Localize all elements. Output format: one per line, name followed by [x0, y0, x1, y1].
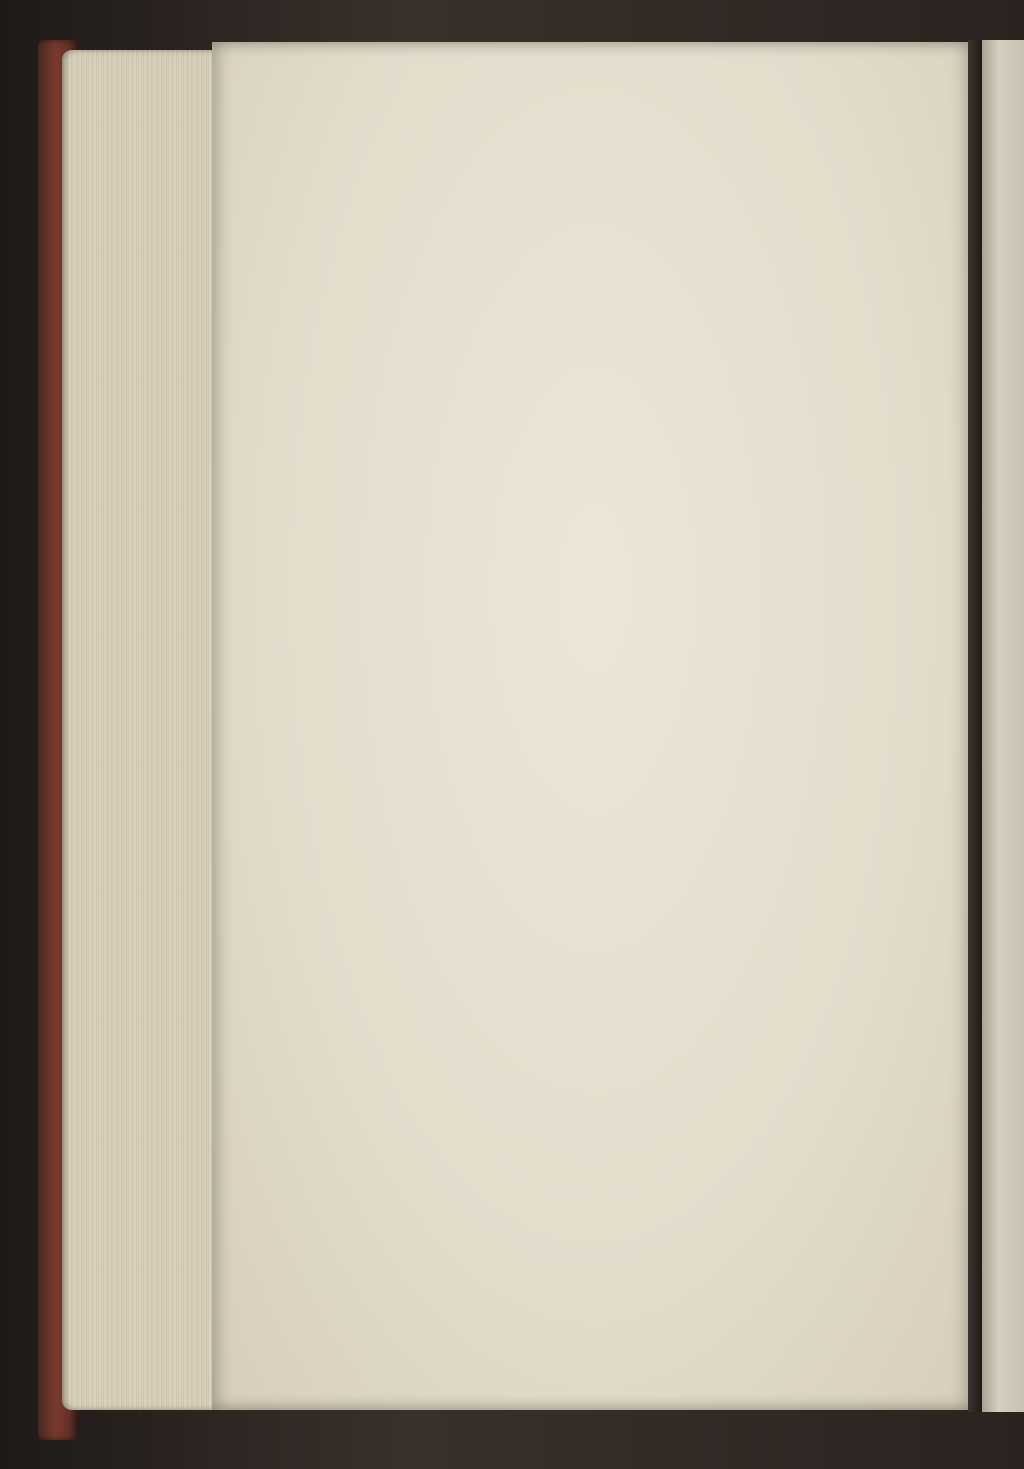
page-block-edges: [62, 50, 222, 1410]
facing-page-fragment: [982, 40, 1024, 1412]
book-page: [212, 42, 976, 1410]
